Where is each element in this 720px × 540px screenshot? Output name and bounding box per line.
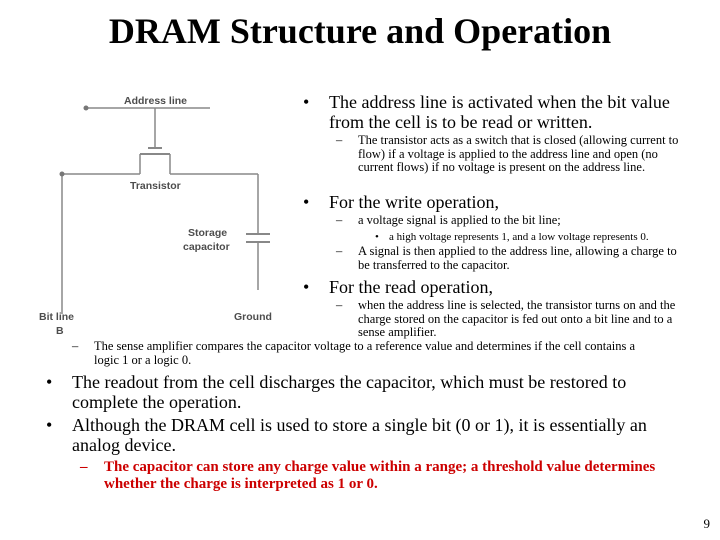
sub-sub-bullet-voltage [375,231,695,243]
dash-marker: – [80,459,88,475]
label-storage: Storage [188,227,228,239]
sub-bullet-threshold [80,459,660,493]
sub-bullet-text: The capacitor can store any charge value within a range; a threshold value determines whether the charge is interpreted as 1 or 0. [104,459,656,492]
label-ground: Ground [234,311,272,323]
dash-marker: – [336,298,343,312]
bullet-marker: • [303,192,310,212]
bullet-marker: • [46,415,53,435]
dram-cell-diagram [30,90,290,340]
sub-bullet-text: The sense amplifier compares the capacitor voltage to a reference value and determines if the cell contains a logic 1 or a logic 0. [94,339,636,367]
label-capacitor: capacitor [183,241,230,253]
bullet-read-operation [303,277,673,297]
sub-bullet-write-2 [336,245,684,272]
label-address-line: Address line [124,95,188,107]
bullet-text: Although the DRAM cell is used to store a single bit (0 or 1), it is essentially an analog device. [72,415,647,455]
bullet-readout [46,372,676,412]
bit-line-node [60,172,65,177]
sub-sub-bullet-text: a high voltage represents 1, and a low voltage represents 0. [389,231,649,243]
label-transistor: Transistor [130,180,181,192]
dash-marker: – [72,339,79,353]
sub-bullet-read-2 [72,340,662,367]
bullet-write-operation [303,192,673,212]
sub-bullet-text: when the address line is selected, the transistor turns on and the charge stored on the capacitor is fed out onto a bit line and to a sense amplifier. [358,298,676,339]
bullet-text: For the write operation, [329,192,499,212]
label-bit-line: Bit line [39,311,75,323]
bullet-analog-device [46,415,676,455]
sub-bullet-text: A signal is then applied to the address line, allowing a charge to be transferred to the capacitor. [358,244,677,272]
sub-bullet-text: a voltage signal is applied to the bit line; [358,213,561,227]
address-line-node [84,106,89,111]
bullet-marker: • [303,92,310,112]
sub-bullet-text: The transistor acts as a switch that is closed (allowing current to flow) if a voltage is applied to the address line and open (no current flows) if no voltage is present on the address line. [358,133,679,174]
dash-marker: – [336,213,343,227]
sub-bullet-read-1 [336,299,684,340]
sub-bullet-write-1 [336,214,684,228]
bullet-text: The address line is activated when the bit value from the cell is to be read or written. [329,92,670,132]
slide-title: DRAM Structure and Operation [108,11,612,51]
label-bit-line-b: B [56,325,64,337]
bullet-text: The readout from the cell discharges the capacitor, which must be restored to complete the operation. [72,372,627,412]
sub-bullet-transistor-switch [336,134,684,175]
page-number: 9 [703,516,710,531]
bullet-marker: • [46,372,53,392]
dash-marker: – [336,133,343,147]
bullet-marker: • [375,231,379,243]
bullet-address-line [303,92,673,132]
bullet-marker: • [303,277,310,297]
dash-marker: – [336,244,343,258]
bullet-text: For the read operation, [329,277,493,297]
